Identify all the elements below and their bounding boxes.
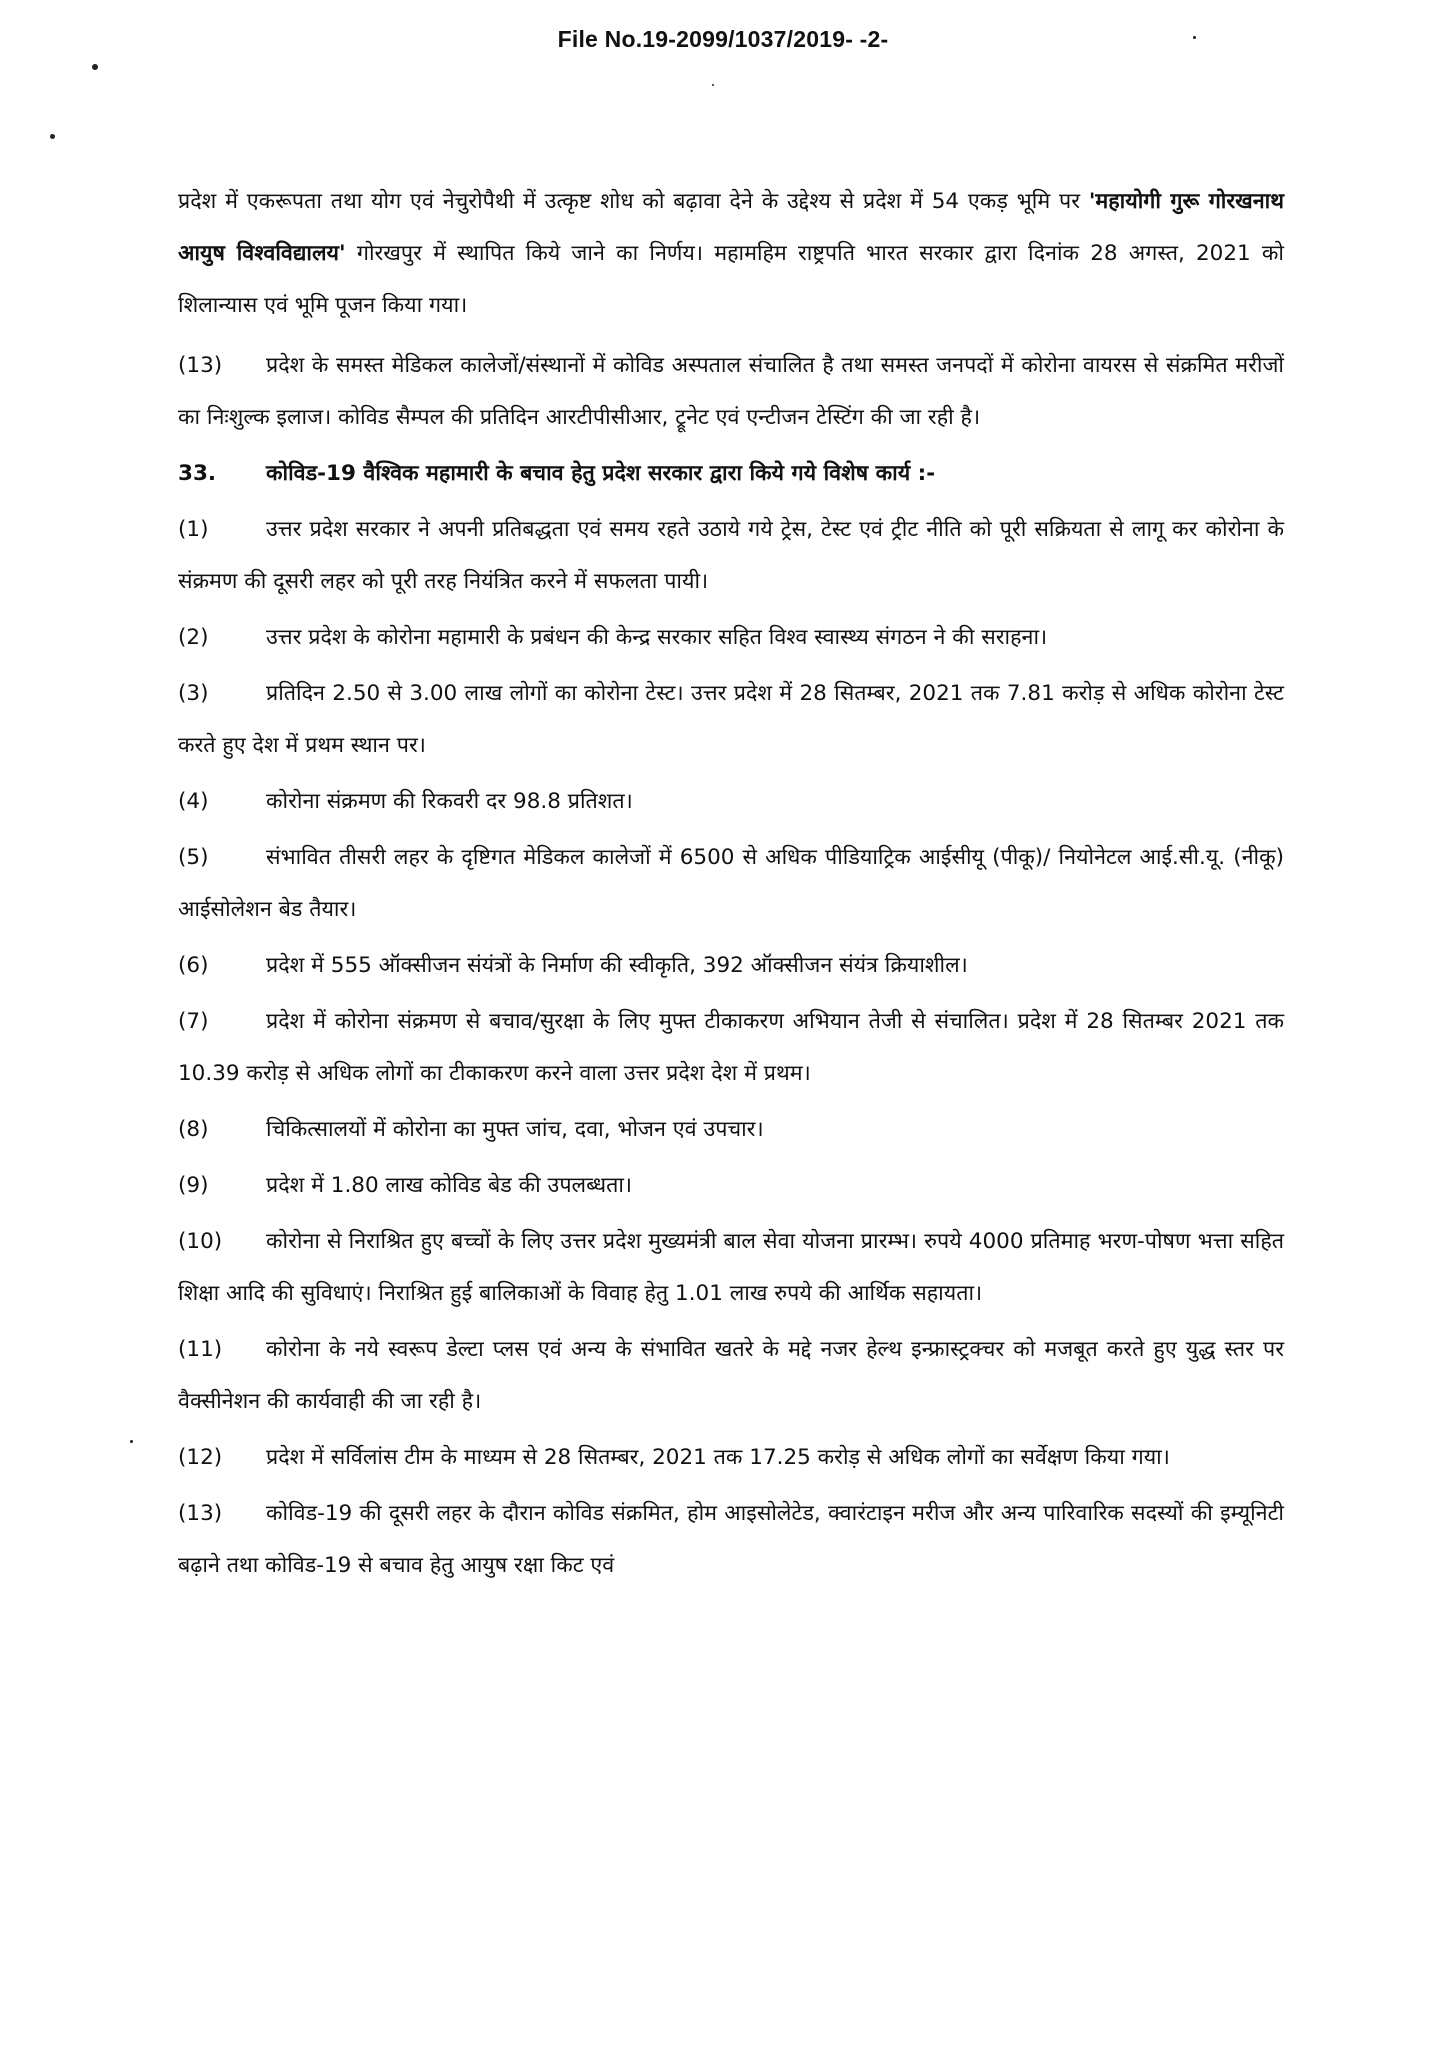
item-text: प्रदेश में 555 ऑक्सीजन संयंत्रों के निर्माण की स्वीकृति, 392 ऑक्सीजन संयंत्र क्रियाशील। bbox=[266, 953, 968, 978]
item-text: प्रदेश में कोरोना संक्रमण से बचाव/सुरक्षा के लिए मुफ्त टीकाकरण अभियान तेजी से संचालित। प्रदेश में 28 सितम्बर 2021 तक 10.39 करोड़ से अधिक लोगों का टीकाकरण करने वाला उत्तर प्रदेश देश में प्रथम। bbox=[178, 1009, 1284, 1086]
list-item bbox=[178, 340, 1284, 444]
item-text: उत्तर प्रदेश सरकार ने अपनी प्रतिबद्धता एवं समय रहते उठाये गये ट्रेस, टेस्ट एवं ट्रीट नीति को पूरी सक्रियता से लागू कर कोरोना के संक्रमण की दूसरी लहर को पूरी तरह नियंत्रित करने में सफलता पायी। bbox=[178, 517, 1284, 594]
item-text: चिकित्सालयों में कोरोना का मुफ्त जांच, दवा, भोजन एवं उपचार। bbox=[266, 1117, 764, 1142]
intro-text-end: गोरखपुर में स्थापित किये जाने का निर्णय। महामहिम राष्ट्रपति भारत सरकार द्वारा दिनांक 28 अगस्त, 2021 को शिलान्यास एवं भूमि पूजन किया गया। bbox=[178, 241, 1284, 318]
item-number: (13) bbox=[178, 1501, 223, 1526]
section-title: कोविड-19 वैश्विक महामारी के बचाव हेतु प्रदेश सरकार द्वारा किये गये विशेष कार्य :- bbox=[266, 461, 936, 486]
item-number: (6) bbox=[178, 953, 209, 978]
intro-paragraph bbox=[178, 176, 1284, 332]
item-number: (2) bbox=[178, 625, 209, 650]
item-text: उत्तर प्रदेश के कोरोना महामारी के प्रबंधन की केन्द्र सरकार सहित विश्व स्वास्थ्य संगठन ने की सराहना। bbox=[266, 625, 1048, 650]
list-item bbox=[178, 1488, 1284, 1592]
list-item bbox=[178, 1216, 1284, 1320]
intro-text-start: प्रदेश में एकरूपता तथा योग एवं नेचुरोपैथी में उत्कृष्ट शोध को बढ़ावा देने के उद्देश्य से प्रदेश में 54 एकड़ भूमि पर bbox=[178, 189, 1089, 214]
file-number-header: File No.19-2099/1037/2019- -2- bbox=[557, 26, 889, 52]
document-body bbox=[178, 176, 1284, 1596]
item-number: (5) bbox=[178, 845, 209, 870]
scan-speck bbox=[130, 1440, 133, 1443]
list-item bbox=[178, 612, 1284, 664]
item-number: (8) bbox=[178, 1117, 209, 1142]
list-item bbox=[178, 668, 1284, 772]
scan-speck bbox=[50, 134, 55, 139]
list-item bbox=[178, 776, 1284, 828]
item-text: प्रदेश में सर्विलांस टीम के माध्यम से 28 सितम्बर, 2021 तक 17.25 करोड़ से अधिक लोगों का सर्वेक्षण किया गया। bbox=[266, 1445, 1170, 1470]
item-text: कोरोना से निराश्रित हुए बच्चों के लिए उत्तर प्रदेश मुख्यमंत्री बाल सेवा योजना प्रारम्भ। रुपये 4000 प्रतिमाह भरण-पोषण भत्ता सहित शिक्षा आदि की सुविधाएं। निराश्रित हुई बालिकाओं के विवाह हेतु 1.01 लाख रुपये की आर्थिक सहायता। bbox=[178, 1229, 1284, 1306]
list-item bbox=[178, 1104, 1284, 1156]
item-text: प्रदेश में 1.80 लाख कोविड बेड की उपलब्धता। bbox=[266, 1173, 633, 1198]
list-item bbox=[178, 940, 1284, 992]
list-item bbox=[178, 996, 1284, 1100]
item-number: (13) bbox=[178, 353, 223, 378]
item-number: (11) bbox=[178, 1337, 223, 1362]
scan-speck bbox=[712, 84, 714, 86]
section-heading bbox=[178, 448, 1284, 500]
item-text: प्रदेश के समस्त मेडिकल कालेजों/संस्थानों में कोविड अस्पताल संचालित है तथा समस्त जनपदों में कोरोना वायरस से संक्रमित मरीजों का निःशुल्क इलाज। कोविड सैम्पल की प्रतिदिन आरटीपीसीआर, ट्रूनेट एवं एन्टीजन टेस्टिंग की जा रही है। bbox=[178, 353, 1284, 430]
scan-speck bbox=[1193, 36, 1196, 39]
list-item bbox=[178, 832, 1284, 936]
item-number: (12) bbox=[178, 1445, 223, 1470]
list-item bbox=[178, 1432, 1284, 1484]
item-number: (9) bbox=[178, 1173, 209, 1198]
item-number: (7) bbox=[178, 1009, 209, 1034]
item-number: (10) bbox=[178, 1229, 223, 1254]
item-text: कोरोना संक्रमण की रिकवरी दर 98.8 प्रतिशत। bbox=[266, 789, 633, 814]
item-text: प्रतिदिन 2.50 से 3.00 लाख लोगों का कोरोना टेस्ट। उत्तर प्रदेश में 28 सितम्बर, 2021 तक 7.81 करोड़ से अधिक कोरोना टेस्ट करते हुए देश में प्रथम स्थान पर। bbox=[178, 681, 1284, 758]
list-item bbox=[178, 504, 1284, 608]
university-name: 'महायोगी गुरू गोरखनाथ आयुष विश्वविद्यालय' bbox=[178, 189, 1284, 266]
item-text: संभावित तीसरी लहर के दृष्टिगत मेडिकल कालेजों में 6500 से अधिक पीडियाट्रिक आईसीयू (पीकू)/ नियोनेटल आई.सी.यू. (नीकू) आईसोलेशन बेड तैयार। bbox=[178, 845, 1284, 922]
item-number: (3) bbox=[178, 681, 209, 706]
item-number: (4) bbox=[178, 789, 209, 814]
scan-speck bbox=[92, 64, 98, 70]
section-number: 33. bbox=[178, 461, 217, 486]
list-item bbox=[178, 1160, 1284, 1212]
item-number: (1) bbox=[178, 517, 209, 542]
list-item bbox=[178, 1324, 1284, 1428]
item-text: कोविड-19 की दूसरी लहर के दौरान कोविड संक्रमित, होम आइसोलेटेड, क्वारंटाइन मरीज और अन्य पारिवारिक सदस्यों की इम्यूनिटी बढ़ाने तथा कोविड-19 से बचाव हेतु आयुष रक्षा किट एवं bbox=[178, 1501, 1284, 1578]
item-text: कोरोना के नये स्वरूप डेल्टा प्लस एवं अन्य के संभावित खतरे के मद्दे नजर हेल्थ इन्फ्रास्ट्रक्चर को मजबूत करते हुए युद्ध स्तर पर वैक्सीनेशन की कार्यवाही की जा रही है। bbox=[178, 1337, 1284, 1414]
